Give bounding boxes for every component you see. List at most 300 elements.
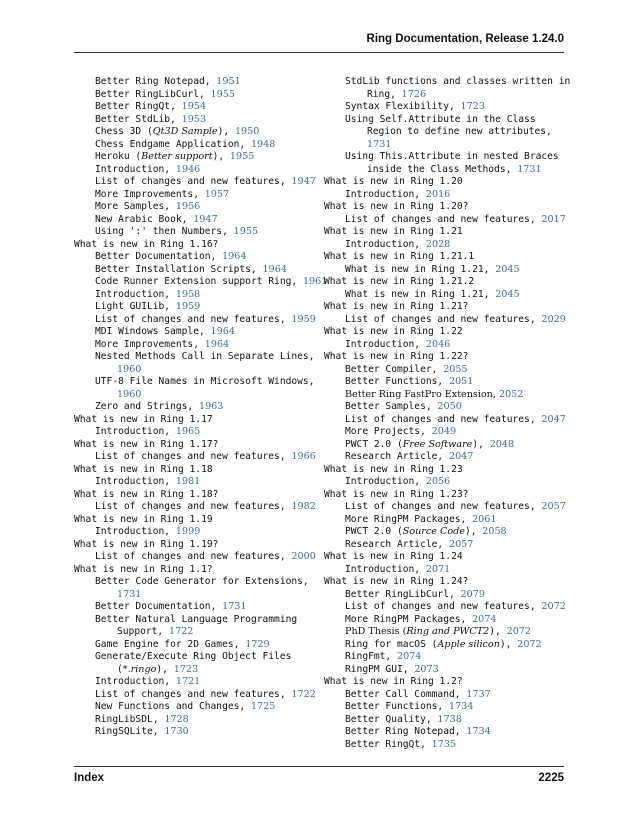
page-link[interactable]: 1964 xyxy=(204,338,230,350)
page-link[interactable]: 2046 xyxy=(425,338,451,350)
index-entry xyxy=(324,401,574,414)
page-link[interactable]: 1948 xyxy=(250,138,276,150)
entry-text: More Improvements, xyxy=(95,338,205,350)
entry-text: Introduction, xyxy=(345,238,426,250)
index-entry xyxy=(74,626,324,639)
index-heading xyxy=(324,576,574,589)
entry-text-suffix: ), xyxy=(499,638,518,650)
index-entry xyxy=(74,701,324,714)
entry-italic-text: *.ringo xyxy=(122,663,157,675)
index-heading xyxy=(74,414,324,427)
page-link[interactable]: 2079 xyxy=(460,588,485,600)
page-link[interactable]: 1730 xyxy=(164,726,189,737)
index-entry xyxy=(324,426,574,439)
footer-label: Index xyxy=(74,772,105,784)
entry-text: PWCT 2.0 ( xyxy=(345,526,403,537)
entry-text: List of changes and new features, xyxy=(345,601,542,612)
page-link[interactable]: 1959 xyxy=(175,301,201,312)
entry-text: More RingPM Packages, xyxy=(345,513,473,525)
entry-text: StdLib functions and classes written in xyxy=(345,76,571,87)
index-entry xyxy=(324,214,574,227)
entry-text: What is new in Ring 1.21, xyxy=(345,263,496,275)
index-entry xyxy=(324,101,574,114)
entry-text: New Functions and Changes, xyxy=(95,701,251,712)
index-heading xyxy=(324,201,574,214)
index-entry xyxy=(324,701,574,714)
entry-text: Better Installation Scripts, xyxy=(95,263,263,275)
entry-text: Better Documentation, xyxy=(95,601,223,612)
index-entry xyxy=(74,676,324,689)
index-entry xyxy=(74,426,324,439)
index-entry xyxy=(74,476,324,489)
page-link[interactable]: 1734 xyxy=(466,726,491,737)
entry-text: Chess Endgame Application, xyxy=(95,138,251,150)
entry-text: inside the Class Methods, xyxy=(367,163,518,175)
index-heading xyxy=(74,464,324,477)
entry-text-suffix: ), xyxy=(472,438,490,450)
entry-text: What is new in Ring 1.23? xyxy=(324,488,469,500)
index-entry xyxy=(74,589,324,602)
index-entry xyxy=(74,89,324,102)
entry-text: Better RingLibCurl, xyxy=(95,88,211,100)
entry-text: What is new in Ring 1.21.1 xyxy=(324,251,475,262)
index-heading xyxy=(74,239,324,252)
entry-text: RingFmt, xyxy=(345,651,397,662)
entry-text: Introduction, xyxy=(345,563,426,575)
page-link[interactable]: 1955 xyxy=(229,151,255,162)
page-link[interactable]: 2073 xyxy=(414,663,439,675)
page-link[interactable]: 1737 xyxy=(466,688,491,700)
index-entry xyxy=(324,314,574,327)
page-link[interactable]: 1960 xyxy=(117,363,142,375)
page-link[interactable]: 2072 xyxy=(506,626,532,637)
index-heading xyxy=(324,464,574,477)
index-entry xyxy=(324,126,574,139)
entry-text: What is new in Ring 1.24? xyxy=(324,576,469,587)
index-heading xyxy=(324,276,574,289)
page-link[interactable]: 1966 xyxy=(291,451,316,462)
entry-text: Better StdLib, xyxy=(95,113,182,125)
page-link[interactable]: 1981 xyxy=(175,476,201,487)
index-entry xyxy=(324,139,574,152)
entry-text: Better Quality, xyxy=(345,713,438,725)
entry-text: Better Compiler, xyxy=(345,363,444,375)
page-link[interactable]: 1721 xyxy=(175,676,201,687)
index-entry xyxy=(324,501,574,514)
entry-italic-text: Qt3D Sample xyxy=(152,126,218,137)
entry-text: Better Ring Notepad, xyxy=(95,76,217,87)
entry-italic-text: Source Code xyxy=(402,526,465,537)
entry-text: List of changes and new features, xyxy=(345,413,542,425)
page-link[interactable]: 2017 xyxy=(541,213,566,225)
entry-text: What is new in Ring 1.22 xyxy=(324,326,463,337)
entry-text: What is new in Ring 1.17 xyxy=(74,413,213,425)
index-entry xyxy=(74,389,324,402)
index-entry xyxy=(74,214,324,227)
index-entry xyxy=(74,114,324,127)
entry-text: What is new in Ring 1.2? xyxy=(324,676,463,687)
index-entry xyxy=(324,589,574,602)
entry-text: Ring for macOS ( xyxy=(345,638,438,650)
index-entry xyxy=(324,114,574,127)
index-entry xyxy=(74,526,324,539)
index-entry xyxy=(74,376,324,389)
entry-text: List of changes and new features, xyxy=(345,313,542,325)
page-link[interactable]: 1954 xyxy=(181,101,207,112)
index-entry xyxy=(324,451,574,464)
index-entry xyxy=(324,526,574,539)
entry-text: Heroku ( xyxy=(95,151,142,162)
entry-text: Using This.Attribute in nested Braces xyxy=(345,151,559,162)
index-column-left xyxy=(74,76,328,739)
index-entry xyxy=(74,326,324,339)
index-entry xyxy=(324,389,574,402)
entry-text: Better Functions, xyxy=(345,376,449,387)
page-link[interactable]: 2071 xyxy=(425,563,451,575)
page-link[interactable]: 2057 xyxy=(541,501,566,512)
entry-text: Game Engine for 2D Games, xyxy=(95,638,246,650)
index-heading xyxy=(324,489,574,502)
entry-text: Better Ring FastPro Extension, xyxy=(345,388,499,400)
page-link[interactable]: 1728 xyxy=(164,713,189,725)
index-entry xyxy=(324,89,574,102)
entry-text: What is new in Ring 1.23 xyxy=(324,463,463,475)
page-link[interactable]: 1729 xyxy=(245,638,270,650)
entry-text: Better Code Generator for Extensions, xyxy=(95,576,309,587)
page-link[interactable]: 1735 xyxy=(431,738,457,750)
entry-text: RingLibSDL, xyxy=(95,713,165,725)
entry-text: Introduction, xyxy=(345,188,426,200)
entry-text: Better Ring Notepad, xyxy=(345,726,467,737)
entry-text: RingSQLite, xyxy=(95,726,165,737)
entry-text: What is new in Ring 1.18? xyxy=(74,488,219,500)
entry-text: What is new in Ring 1.19 xyxy=(74,513,213,525)
index-entry xyxy=(74,576,324,589)
index-entry xyxy=(324,239,574,252)
page-link[interactable]: 2048 xyxy=(489,438,515,450)
index-entry xyxy=(324,339,574,352)
index-entry xyxy=(324,689,574,702)
entry-text: Introduction, xyxy=(95,426,176,437)
index-entry xyxy=(74,276,328,289)
page-link[interactable]: 1951 xyxy=(216,76,241,87)
index-entry xyxy=(74,101,324,114)
index-entry xyxy=(324,626,574,639)
entry-text: More Projects, xyxy=(345,426,432,437)
index-heading xyxy=(324,351,574,364)
entry-text: Better Call Command, xyxy=(345,688,467,700)
page-link[interactable]: 1947 xyxy=(193,213,218,225)
index-column-right xyxy=(324,76,574,751)
entry-text-suffix: ), xyxy=(156,663,174,675)
header-rule xyxy=(74,52,564,53)
page-link[interactable]: 1961 xyxy=(302,276,328,287)
page-link[interactable]: 1964 xyxy=(222,251,247,262)
entry-italic-text: Apple silicon xyxy=(437,638,500,650)
page-link[interactable]: 1955 xyxy=(233,226,259,237)
entry-text: PhD Thesis ( xyxy=(345,626,407,637)
entry-text: Introduction, xyxy=(95,163,176,175)
index-entry xyxy=(324,539,574,552)
index-entry xyxy=(74,126,324,139)
page-link[interactable]: 2029 xyxy=(541,313,566,325)
entry-italic-text: Better support xyxy=(141,151,213,162)
entry-text: What is new in Ring 1.19? xyxy=(74,538,219,550)
index-entry xyxy=(74,601,324,614)
page-link[interactable]: 2074 xyxy=(472,613,497,625)
index-entry xyxy=(74,714,324,727)
index-heading xyxy=(324,226,574,239)
page-link[interactable]: 1963 xyxy=(198,401,224,412)
index-entry xyxy=(74,451,324,464)
page-link[interactable]: 1964 xyxy=(262,263,287,275)
index-entry xyxy=(324,376,574,389)
page-link[interactable]: 1722 xyxy=(168,626,194,637)
entry-text: Introduction, xyxy=(345,338,426,350)
page-link[interactable]: 2055 xyxy=(443,363,468,375)
index-heading xyxy=(74,439,324,452)
index-entry xyxy=(74,639,324,652)
page-link[interactable]: 1959 xyxy=(291,313,316,325)
page-link[interactable]: 1958 xyxy=(175,288,201,300)
index-entry xyxy=(74,189,324,202)
entry-text: Better Samples, xyxy=(345,401,438,412)
index-entry xyxy=(324,264,574,277)
entry-text: More Improvements, xyxy=(95,188,205,200)
page-link[interactable]: 2051 xyxy=(448,376,474,387)
page-link[interactable]: 1953 xyxy=(181,113,207,125)
entry-text: What is new in Ring 1.17? xyxy=(74,438,219,450)
index-entry xyxy=(324,614,574,627)
index-entry xyxy=(324,414,574,427)
page-link[interactable]: 1731 xyxy=(517,163,542,175)
entry-text: Nested Methods Call in Separate Lines, xyxy=(95,351,315,362)
entry-text: List of changes and new features, xyxy=(95,551,292,562)
entry-text: Better RingQt, xyxy=(95,101,182,112)
page-link[interactable]: 2000 xyxy=(291,551,316,562)
entry-text: List of changes and new features, xyxy=(95,313,292,325)
page-link[interactable]: 2057 xyxy=(448,538,474,550)
page-link[interactable]: 1734 xyxy=(448,701,474,712)
index-entry xyxy=(324,739,574,752)
entry-text: What is new in Ring 1.21? xyxy=(324,301,469,312)
entry-text: What is new in Ring 1.20 xyxy=(324,176,463,187)
entry-text: Chess 3D ( xyxy=(95,126,153,137)
index-entry xyxy=(74,689,324,702)
index-heading xyxy=(324,676,574,689)
entry-text: Code Runner Extension support Ring, xyxy=(95,276,303,287)
footer-rule xyxy=(74,766,564,767)
index-entry xyxy=(74,76,324,89)
index-entry xyxy=(324,364,574,377)
page-link[interactable]: 2047 xyxy=(448,451,474,462)
entry-text: What is new in Ring 1.16? xyxy=(74,238,219,250)
index-heading xyxy=(74,539,324,552)
page-link[interactable]: 1723 xyxy=(460,101,485,112)
page-link[interactable]: 1738 xyxy=(437,713,462,725)
entry-text: New Arabic Book, xyxy=(95,213,194,225)
entry-text: PWCT 2.0 ( xyxy=(345,438,403,450)
index-entry xyxy=(324,76,574,89)
entry-text: UTF-8 File Names in Microsoft Windows, xyxy=(95,376,315,387)
index-entry xyxy=(74,614,324,627)
entry-text: Generate/Execute Ring Object Files xyxy=(95,651,292,662)
entry-text: What is new in Ring 1.18 xyxy=(74,463,213,475)
index-entry xyxy=(74,501,324,514)
index-entry xyxy=(324,639,574,652)
index-entry xyxy=(74,264,324,277)
entry-text: Using ':' then Numbers, xyxy=(95,226,234,237)
index-entry xyxy=(74,226,324,239)
entry-italic-text: Free Software xyxy=(402,438,473,450)
index-entry xyxy=(324,151,574,164)
page-link[interactable]: 1960 xyxy=(117,388,142,400)
entry-italic-text: Ring and PWCT2 xyxy=(406,626,490,637)
entry-text: List of changes and new features, xyxy=(95,176,292,187)
entry-text: Using Self.Attribute in the Class xyxy=(345,113,536,125)
entry-text: Better RingLibCurl, xyxy=(345,588,461,600)
page-link[interactable]: 2056 xyxy=(425,476,451,487)
entry-text: Introduction, xyxy=(345,476,426,487)
index-entry xyxy=(324,289,574,302)
running-header: Ring Documentation, Release 1.24.0 xyxy=(366,33,564,45)
index-entry xyxy=(74,651,324,664)
entry-text: Introduction, xyxy=(95,676,176,687)
entry-text-suffix: ), xyxy=(489,626,507,637)
page-link[interactable]: 2049 xyxy=(431,426,457,437)
entry-text: Introduction, xyxy=(95,288,176,300)
page-link[interactable]: 1731 xyxy=(222,601,247,612)
entry-text: Region to define new attributes, xyxy=(367,126,552,137)
page-link[interactable]: 1723 xyxy=(173,663,199,675)
page-link[interactable]: 1999 xyxy=(175,526,201,537)
page-link[interactable]: 2074 xyxy=(396,651,422,662)
index-heading xyxy=(324,251,574,264)
page-link[interactable]: 1955 xyxy=(210,88,235,100)
entry-text-suffix: ), xyxy=(212,151,230,162)
page-link[interactable]: 2072 xyxy=(517,638,542,650)
index-entry xyxy=(74,164,324,177)
page-link[interactable]: 2050 xyxy=(437,401,462,412)
page-link[interactable]: 2052 xyxy=(498,388,524,400)
page-link[interactable]: 1722 xyxy=(291,688,316,700)
entry-text: RingPM GUI, xyxy=(345,663,415,675)
entry-text: What is new in Ring 1.1? xyxy=(74,563,213,575)
entry-text: Better Functions, xyxy=(345,701,449,712)
page-link[interactable]: 1965 xyxy=(175,426,201,437)
page-link[interactable]: 1725 xyxy=(250,701,276,712)
entry-text: Light GUILib, xyxy=(95,301,176,312)
index-entry xyxy=(74,726,324,739)
entry-text: What is new in Ring 1.20? xyxy=(324,201,469,212)
entry-text: Better Documentation, xyxy=(95,251,223,262)
page-link[interactable]: 1957 xyxy=(204,188,230,200)
entry-text: List of changes and new features, xyxy=(345,501,542,512)
entry-text: What is new in Ring 1.21, xyxy=(345,288,496,300)
index-entry xyxy=(74,339,324,352)
entry-text: More Samples, xyxy=(95,201,176,212)
index-entry xyxy=(74,139,324,152)
index-entry xyxy=(74,401,324,414)
entry-text: List of changes and new features, xyxy=(95,501,292,512)
entry-text: Better Natural Language Programming xyxy=(95,613,298,625)
index-entry xyxy=(324,476,574,489)
entry-text: ( xyxy=(117,663,123,675)
page-link[interactable]: 2016 xyxy=(425,188,451,200)
page-link[interactable]: 1946 xyxy=(175,163,201,175)
index-entry xyxy=(324,726,574,739)
index-entry xyxy=(324,439,574,452)
entry-text: List of changes and new features, xyxy=(95,688,292,700)
index-entry xyxy=(324,514,574,527)
page-link[interactable]: 1956 xyxy=(175,201,201,212)
page-link[interactable]: 2072 xyxy=(541,601,566,612)
entry-text: More RingPM Packages, xyxy=(345,613,473,625)
index-entry xyxy=(74,551,324,564)
page-link[interactable]: 2045 xyxy=(495,288,520,300)
page-link[interactable]: 1731 xyxy=(367,138,392,150)
entry-text: Introduction, xyxy=(95,476,176,487)
index-entry xyxy=(74,314,324,327)
index-entry xyxy=(324,164,574,177)
entry-text: Zero and Strings, xyxy=(95,401,199,412)
page-link[interactable]: 2058 xyxy=(482,526,507,537)
entry-text: Ring, xyxy=(367,88,402,100)
index-entry xyxy=(74,176,324,189)
index-heading xyxy=(74,564,324,577)
entry-text-suffix: ), xyxy=(217,126,235,137)
index-entry xyxy=(74,251,324,264)
entry-text: List of changes and new features, xyxy=(345,213,542,225)
page-link[interactable]: 1726 xyxy=(401,88,427,100)
entry-text: Research Article, xyxy=(345,538,449,550)
page-link[interactable]: 2028 xyxy=(425,238,451,250)
entry-text: Introduction, xyxy=(95,526,176,537)
entry-text: List of changes and new features, xyxy=(95,451,292,462)
entry-text: Research Article, xyxy=(345,451,449,462)
index-entry xyxy=(324,189,574,202)
page-number: 2225 xyxy=(538,772,564,784)
index-heading xyxy=(74,514,324,527)
index-entry xyxy=(324,601,574,614)
entry-text: What is new in Ring 1.22? xyxy=(324,351,469,362)
index-entry xyxy=(74,351,324,364)
entry-text: Support, xyxy=(117,626,169,637)
index-entry xyxy=(74,201,324,214)
index-heading xyxy=(324,551,574,564)
page-link[interactable]: 1964 xyxy=(210,326,235,337)
entry-text: What is new in Ring 1.21.2 xyxy=(324,276,475,287)
index-heading xyxy=(324,176,574,189)
index-heading xyxy=(324,326,574,339)
entry-text: MDI Windows Sample, xyxy=(95,326,211,337)
index-entry xyxy=(74,289,324,302)
page-link[interactable]: 1731 xyxy=(117,588,142,600)
page-link[interactable]: 1947 xyxy=(291,176,316,187)
index-entry xyxy=(74,151,324,164)
page-link[interactable]: 1982 xyxy=(291,501,316,512)
page-link[interactable]: 1950 xyxy=(234,126,260,137)
index-heading xyxy=(324,301,574,314)
page-link[interactable]: 2045 xyxy=(495,263,520,275)
index-entry xyxy=(324,714,574,727)
index-heading xyxy=(74,489,324,502)
index-entry xyxy=(324,664,574,677)
index-entry xyxy=(74,301,324,314)
page-link[interactable]: 2061 xyxy=(472,513,497,525)
entry-text: Better RingQt, xyxy=(345,738,432,750)
page-link[interactable]: 2047 xyxy=(541,413,566,425)
